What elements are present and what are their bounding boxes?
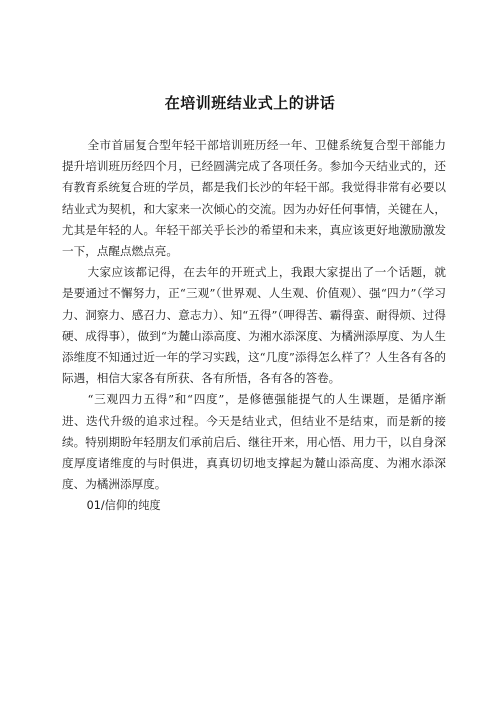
- section-heading: 01/信仰的纯度: [86, 499, 161, 513]
- document-title: 在培训班结业式上的讲话: [164, 94, 336, 112]
- document-body: [62, 135, 446, 517]
- paragraph-1: 全市首届复合型年轻干部培训班历经一年、卫健系统复合型干部能力提升培训班历经四个月，已经圆满完成了各项任务。参加今天结业式的，还有教育系统复合班的学员，都是我们长沙的年轻干部。我觉得非常有必要以结业式为契机，和大家来一次倾心的交流。因为办好任何事情，关键在人，尤其是年轻的人。年轻干部关乎长沙的希望和未来，真应该更好地激励激发一下，点醒点燃点亮。: [62, 138, 446, 259]
- paragraph-3: “三观四力五得”和“四度”，是修德强能提气的人生课题，是循序渐进、迭代升级的追求过程。今天是结业式，但结业不是结束，而是新的接续。特别期盼年轻朋友们承前启后、继往开来，用心悟、用力干，以自身深度厚度诸维度的与时俱进，真真切切地支撑起为麓山添高度、为湘水添深度、为橘洲添厚度。: [62, 392, 446, 492]
- paragraph-2: 大家应该都记得，在去年的开班式上，我跟大家提出了一个话题，就是要通过不懈努力，正“三观”（世界观、人生观、价值观）、强“四力”（学习力、洞察力、感召力、意志力）、知“五得”（呷得苦、霸得蛮、耐得烦、过得硬、成得事），做到“为麓山添高度、为湘水添深度、为橘洲添厚度、为人生添维度不知通过近一年的学习实践，这“几度”添得怎么样了？人生各有各的际遇，相信大家各有所获、各有所悟，各有各的答卷。: [62, 265, 446, 386]
